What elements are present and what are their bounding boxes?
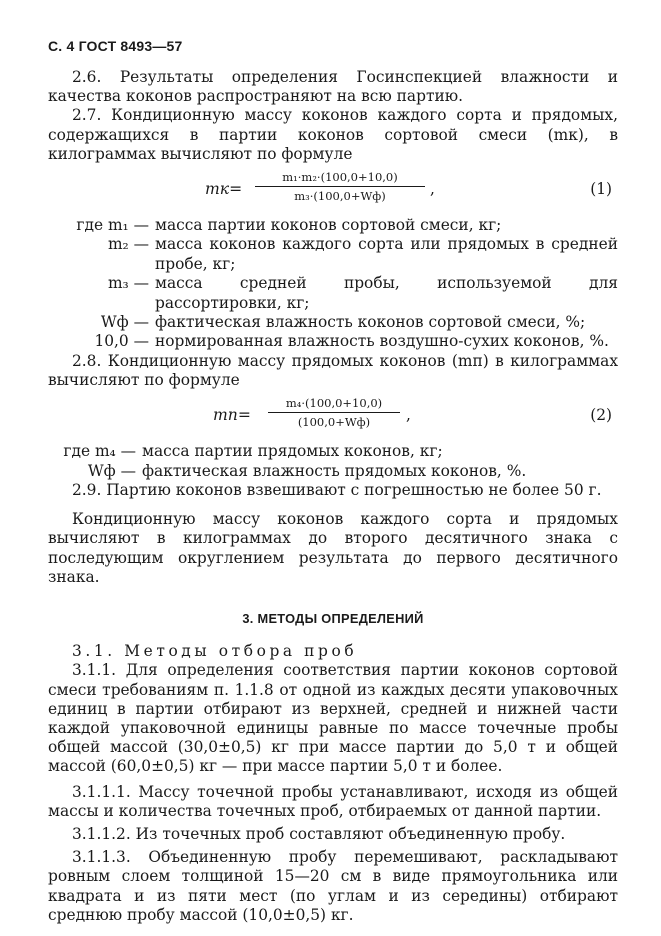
formula-2-comma: ,	[406, 406, 411, 425]
paragraph-3-1: 3.1. Методы отбора проб	[72, 642, 358, 661]
definition-symbol: где m₄ —	[63, 442, 136, 461]
definition-row	[48, 332, 618, 351]
formula-1-comma: ,	[430, 180, 435, 199]
definition-symbol: где m₁ —	[76, 216, 149, 235]
formula-2-number: (2)	[590, 406, 612, 425]
paragraph-2-8: 2.8. Кондиционную массу прядомых коконов (mп) в килограммах вычисляют по формуле	[48, 351, 618, 390]
definition-text: нормированная влажность воздушно-сухих коконов, %.	[155, 332, 609, 351]
paragraph-3-1-1-3: 3.1.1.3. Объединенную пробу перемешивают, раскладывают ровным слоем толщиной 15—20 см в виде прямоугольника или квадрата и из пяти мест (по углам и из середины) отбирают среднюю пробу массой (10,0±0,5) кг.	[48, 848, 618, 924]
formula-1-number: (1)	[590, 180, 612, 199]
paragraph-conditional-mass: Кондиционную массу коконов каждого сорта и прядомых вычисляют в килограммах до второго десятичного знака с последующим округлением результата до первого десятичного знака.	[48, 510, 618, 586]
definitions-formula-1	[48, 216, 618, 352]
definition-row	[48, 274, 618, 313]
definition-row	[48, 313, 618, 332]
definition-row	[48, 216, 618, 235]
definition-row	[48, 462, 618, 481]
formula-1-lhs: mк=	[205, 180, 243, 199]
definition-text: масса коконов каждого сорта или прядомых в средней пробе, кг;	[155, 235, 618, 273]
definition-text: фактическая влажность прядомых коконов, %.	[142, 461, 527, 480]
section-3-heading: 3. МЕТОДЫ ОПРЕДЕЛЕНИЙ	[242, 611, 424, 627]
formula-2	[48, 396, 618, 436]
definition-text: масса партии коконов сортовой смеси, кг;	[155, 216, 502, 235]
formula-1-numerator: m₁·m₂·(100,0+10,0)	[255, 170, 425, 187]
paragraph-3-1-1: 3.1.1. Для определения соответствия партии коконов сортовой смеси требованиям п. 1.1.8 от одной из каждых десяти упаковочных единиц в партии отбирают из верхней, средней и нижней части каждой упаковочной единицы равные по массе точечные пробы общей массой (30,0±0,5) кг при массе партии до 5,0 т и общей массой (60,0±0,5) кг — при массе партии 5,0 т и более.	[48, 661, 618, 776]
formula-1-fraction	[255, 170, 425, 204]
formula-2-lhs: mп=	[213, 406, 251, 425]
definition-symbol: m₂ —	[107, 235, 149, 254]
paragraph-3-1-1-2: 3.1.1.2. Из точечных проб составляют объединенную пробу.	[72, 824, 566, 843]
definition-symbol: Wф —	[100, 313, 149, 332]
paragraph-2-9: 2.9. Партию коконов взвешивают с погрешностью не более 50 г.	[72, 481, 602, 500]
definition-symbol: Wф —	[87, 461, 136, 480]
definitions-formula-2	[48, 442, 618, 481]
definition-text: масса средней пробы, используемой для рассортировки, кг;	[155, 274, 618, 312]
formula-2-fraction	[268, 396, 400, 430]
formula-2-numerator: m₄·(100,0+10,0)	[268, 396, 400, 413]
formula-1-denominator: m₃·(100,0+Wф)	[294, 189, 386, 204]
page-header: С. 4 ГОСТ 8493—57	[48, 38, 183, 54]
formula-1	[48, 170, 618, 210]
definition-row	[48, 442, 618, 461]
document-page	[48, 38, 618, 925]
paragraph-3-1-1-1: 3.1.1.1. Массу точечной пробы устанавливают, исходя из общей массы и количества точечных проб, отбираемых от данной партии.	[48, 782, 618, 820]
definition-row	[48, 235, 618, 274]
definition-symbol: 10,0 —	[94, 332, 149, 351]
definition-text: масса партии прядомых коконов, кг;	[142, 442, 443, 461]
paragraph-2-7: 2.7. Кондиционную массу коконов каждого сорта и прядомых, содержащихся в партии коконов сортовой смеси (mк), в килограммах вычисляют по формуле	[48, 106, 618, 163]
definition-symbol: m₃ —	[107, 274, 149, 293]
definition-text: фактическая влажность коконов сортовой смеси, %;	[155, 313, 586, 332]
formula-2-denominator: (100,0+Wф)	[297, 415, 371, 430]
paragraph-2-6: 2.6. Результаты определения Госинспекцией влажности и качества коконов распространяют на всю партию.	[48, 68, 618, 106]
